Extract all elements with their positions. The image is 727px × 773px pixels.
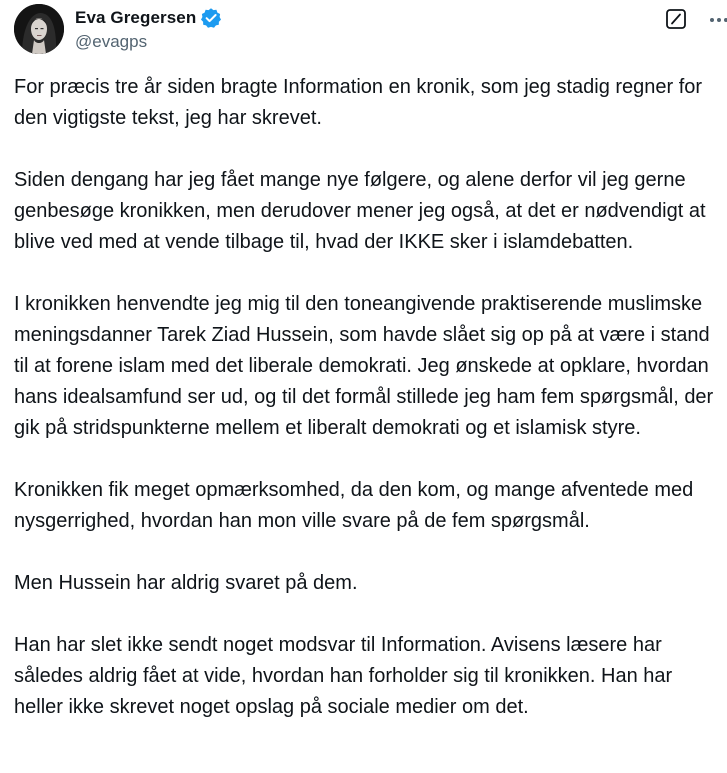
author-info <box>75 6 222 52</box>
verified-badge-icon[interactable] <box>200 7 222 29</box>
tweet-paragraph: I kronikken henvendte jeg mig til den toneangivende praktiserende muslimske meningsdanner Tarek Ziad Hussein, som havde slået sig op på at være i stand til at forene islam med det liberale demokrati. Jeg ønskede at opklare, hvordan hans idealsamfund ser ud, og til det formål stillede jeg ham fem spørgsmål, der gik på stridspunkterne mellem et liberalt demokrati og et islamisk styre. <box>14 293 714 439</box>
profile-photo <box>14 4 64 54</box>
tweet-paragraph: Kronikken fik meget opmærksomhed, da den kom, og mange afventede med nysgerrighed, hvordan han mon ville svare på de fem spørgsmål. <box>14 479 694 532</box>
tweet-paragraph: For præcis tre år siden bragte Information en kronik, som jeg stadig regner for den vigtigste tekst, jeg har skrevet. <box>14 76 703 129</box>
avatar[interactable] <box>14 4 64 54</box>
more-options-icon[interactable] <box>707 10 727 30</box>
tweet-text <box>14 72 714 723</box>
author-display-name[interactable]: Eva Gregersen <box>75 8 197 27</box>
grok-icon[interactable] <box>665 8 687 30</box>
name-row <box>75 6 222 30</box>
tweet-paragraph: Men Hussein har aldrig svaret på dem. <box>14 572 358 594</box>
tweet-paragraph: Han har slet ikke sendt noget modsvar til Information. Avisens læsere har således aldrig fået at vide, hvordan han forholder sig til kronikken. Han har heller ikke skrevet noget opslag på sociale medier om det. <box>14 634 673 718</box>
author-handle[interactable]: @evagps <box>75 32 148 51</box>
tweet-header <box>14 4 714 58</box>
tweet-paragraph: Siden dengang har jeg fået mange nye følgere, og alene derfor vil jeg gerne genbesøge kronikken, men derudover mener jeg også, at det er nødvendigt at blive ved med at vende tilbage til, hvad der IKKE sker i islamdebatten. <box>14 169 706 253</box>
